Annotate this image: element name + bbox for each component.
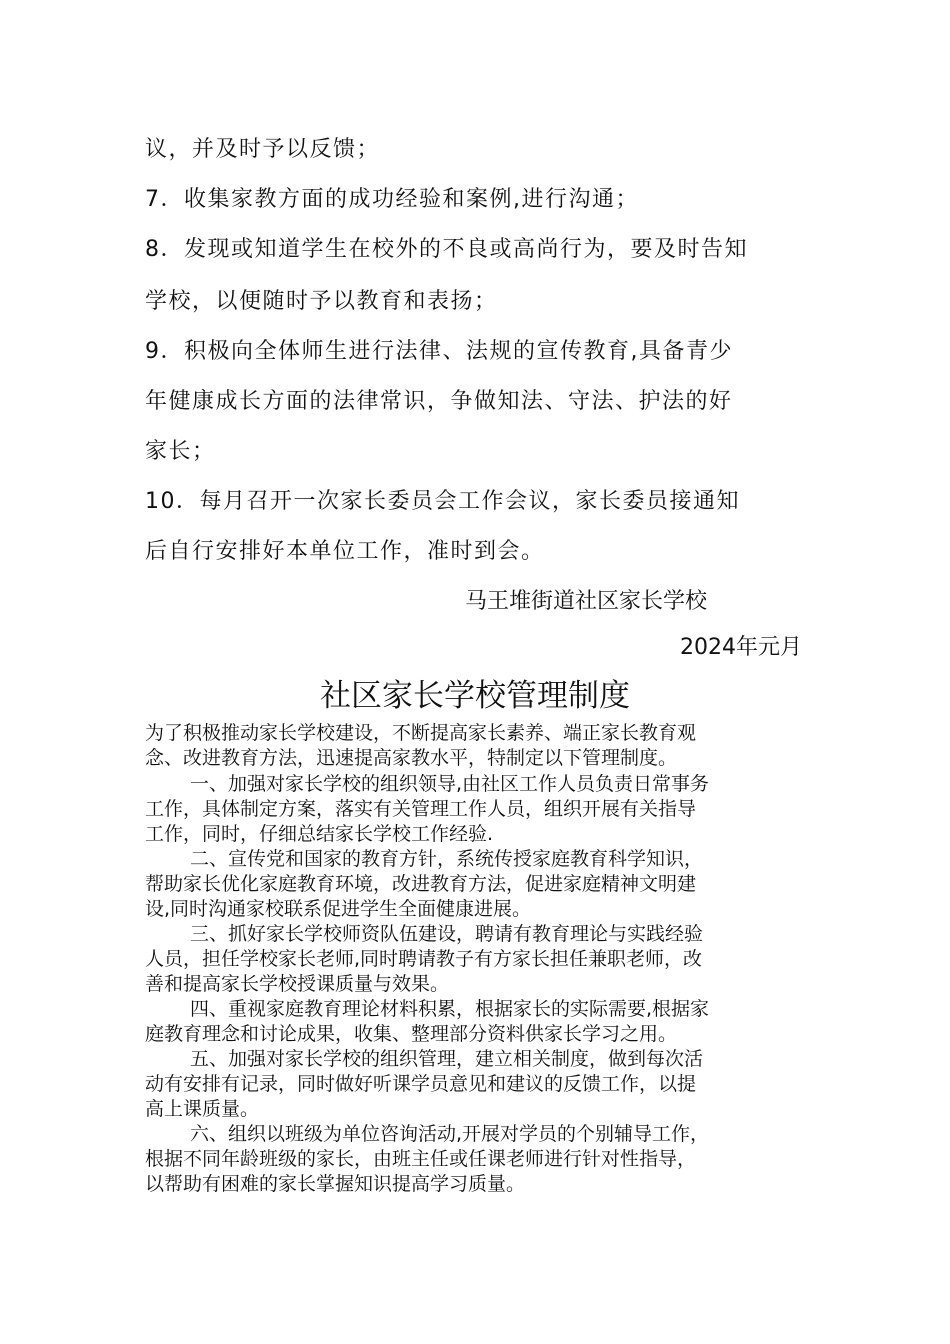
list-line: 家长； [145,439,216,464]
list-line: 年健康成长方面的法律常识，争做知法、守法、护法的好 [145,389,733,414]
section-6-line: 根据不同年龄班级的家长，由班主任或任课老师进行针对性指导， [145,1148,697,1170]
list-item-8: 8．发现或知道学生在校外的不良或高尚行为，要及时告知 [145,237,748,262]
list-line: 学校，以便随时予以教育和表扬； [145,289,498,314]
section-6-line: 以帮助有困难的家长掌握知识提高学习质量。 [145,1173,526,1195]
section-2-line: 设,同时沟通家校联系促进学生全面健康进展。 [145,898,532,920]
section-3-line: 善和提高家长学校授课质量与效果。 [145,973,450,995]
section-5-line: 五、加强对家长学校的组织管理，建立相关制度，做到每次活 [190,1048,704,1070]
signature-organization: 马王堆街道社区家长学校 [465,589,708,614]
list-line: 议，并及时予以反馈； [145,137,381,162]
section-4-line: 四、重视家庭教育理论材料积累，根据家长的实际需要,根据家 [190,998,710,1020]
section-4-line: 庭教育理念和讨论成果，收集、整理部分资料供家长学习之用。 [145,1023,678,1045]
section-1-line: 工作，同时，仔细总结家长学校工作经验. [145,823,494,845]
signature-date: 2024年元月 [680,635,802,660]
section-1-line: 一、加强对家长学校的组织领导,由社区工作人员负责日常事务 [190,773,710,795]
list-item-10: 10．每月召开一次家长委员会工作会议，家长委员接通知 [145,489,740,514]
section-3-line: 人员，担任学校家长老师,同时聘请教子有方家长担任兼职老师，改 [145,948,703,970]
section-6-line: 六、组织以班级为单位咨询活动,开展对学员的个别辅导工作， [190,1123,710,1145]
list-line: 后自行安排好本单位工作，准时到会。 [145,539,545,564]
intro-line: 为了积极推动家长学校建设，不断提高家长素养、端正家长教育观 [145,722,697,744]
section-2-line: 帮助家长优化家庭教育环境，改进教育方法，促进家庭精神文明建 [145,873,697,895]
intro-line: 念、改进教育方法，迅速提高家教水平，特制定以下管理制度。 [145,747,678,769]
section-5-line: 高上课质量。 [145,1098,260,1120]
section-2-line: 二、宣传党和国家的教育方针，系统传授家庭教育科学知识， [190,848,704,870]
section-1-line: 工作，具体制定方案，落实有关管理工作人员，组织开展有关指导 [145,798,697,820]
list-item-7: 7．收集家教方面的成功经验和案例,进行沟通； [145,187,639,212]
section-3-line: 三、抓好家长学校师资队伍建设，聘请有教育理论与实践经验 [190,923,704,945]
section-5-line: 动有安排有记录，同时做好听课学员意见和建议的反馈工作，以提 [145,1073,697,1095]
list-item-9: 9．积极向全体师生进行法律、法规的宣传教育,具备青少 [145,339,733,364]
page-title: 社区家长学校管理制度 [320,678,630,714]
